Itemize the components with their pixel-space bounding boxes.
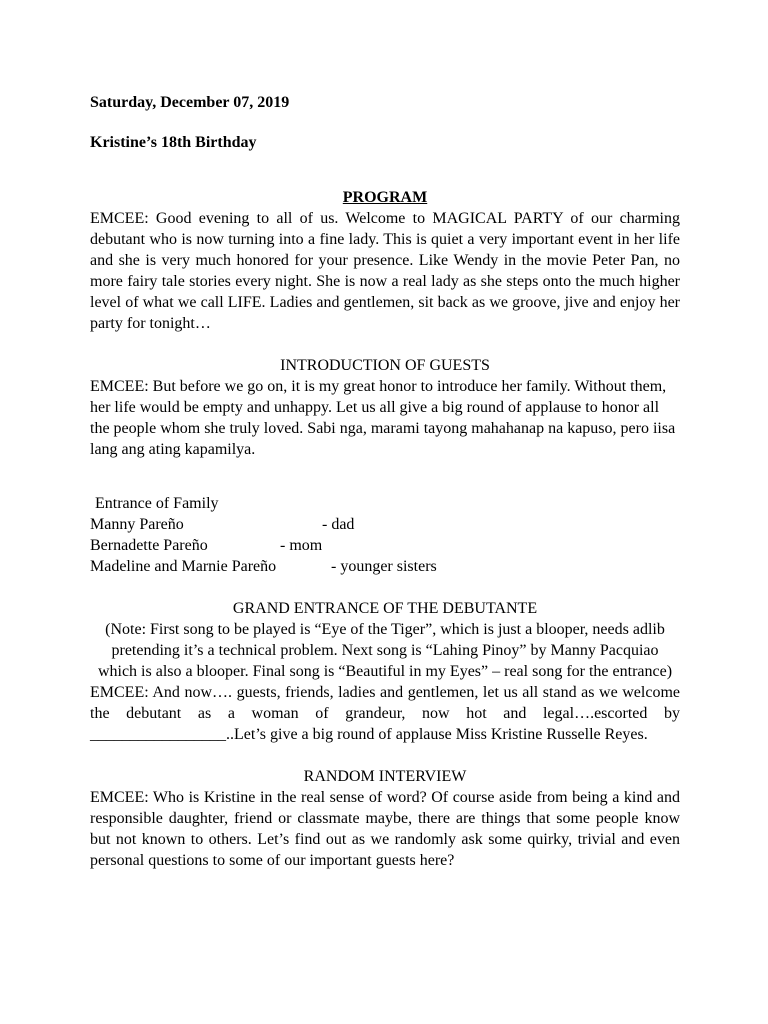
family-member-name: Madeline and Marnie Pareño — [90, 558, 277, 575]
family-member-row — [90, 514, 680, 535]
debutante-heading: GRAND ENTRANCE OF THE DEBUTANTE — [232, 600, 538, 617]
family-member-name: Bernadette Pareño — [90, 537, 208, 554]
program-heading: PROGRAM — [342, 189, 428, 206]
family-member-role: - mom — [280, 537, 323, 554]
event-date: Saturday, December 07, 2019 — [90, 94, 290, 111]
debutante-entrance-text: EMCEE: And now…. guests, friends, ladies and gentlemen, let us all stand as we welcome the debutant as a woman of grandeur, now hot and legal….escorted by _________________..Let’s give a big round of applause Miss Kristine Russelle Reyes. — [90, 684, 680, 743]
family-list — [90, 493, 680, 577]
family-member-role: - dad — [322, 516, 355, 533]
debutante-song-note: (Note: First song to be played is “Eye of the Tiger”, which is just a blooper, needs adlib pretending it’s a technical problem. Next song is “Lahing Pinoy” by Manny Pacquiao which is also a blooper. Final song is “Beautiful in my Eyes” – real song for the entrance) — [97, 621, 673, 680]
guests-heading: INTRODUCTION OF GUESTS — [280, 357, 490, 374]
family-member-row — [90, 556, 680, 577]
program-intro-text: EMCEE: Good evening to all of us. Welcome to MAGICAL PARTY of our charming debutant who is now turning into a fine lady. This is quiet a very important event in her life and she is very much honored for your presence. Like Wendy in the movie Peter Pan, no more fairy tale stories every night. She is now a real lady as she steps onto the much higher level of what we call LIFE. Ladies and gentlemen, sit back as we groove, jive and enjoy her party for tonight… — [90, 210, 680, 332]
family-member-row — [90, 535, 680, 556]
family-title: Entrance of Family — [95, 495, 219, 512]
document-body — [90, 92, 680, 871]
guests-text: EMCEE: But before we go on, it is my great honor to introduce her family. Without them, her life would be empty and unhappy. Let us all give a big round of applause to honor all the people whom she truly loved. Sabi nga, marami tayong mahahanap na kapuso, pero iisa lang ang ating kapamilya. — [90, 378, 676, 458]
family-member-role: - younger sisters — [331, 558, 437, 575]
interview-text: EMCEE: Who is Kristine in the real sense of word? Of course aside from being a kind and responsible daughter, friend or classmate maybe, there are things that some people know but not known to others. Let’s find out as we randomly ask some quirky, trivial and even personal questions to some of our important guests here? — [90, 789, 680, 869]
family-member-name: Manny Pareño — [90, 516, 184, 533]
interview-heading: RANDOM INTERVIEW — [303, 768, 467, 785]
event-title: Kristine’s 18th Birthday — [90, 134, 257, 151]
